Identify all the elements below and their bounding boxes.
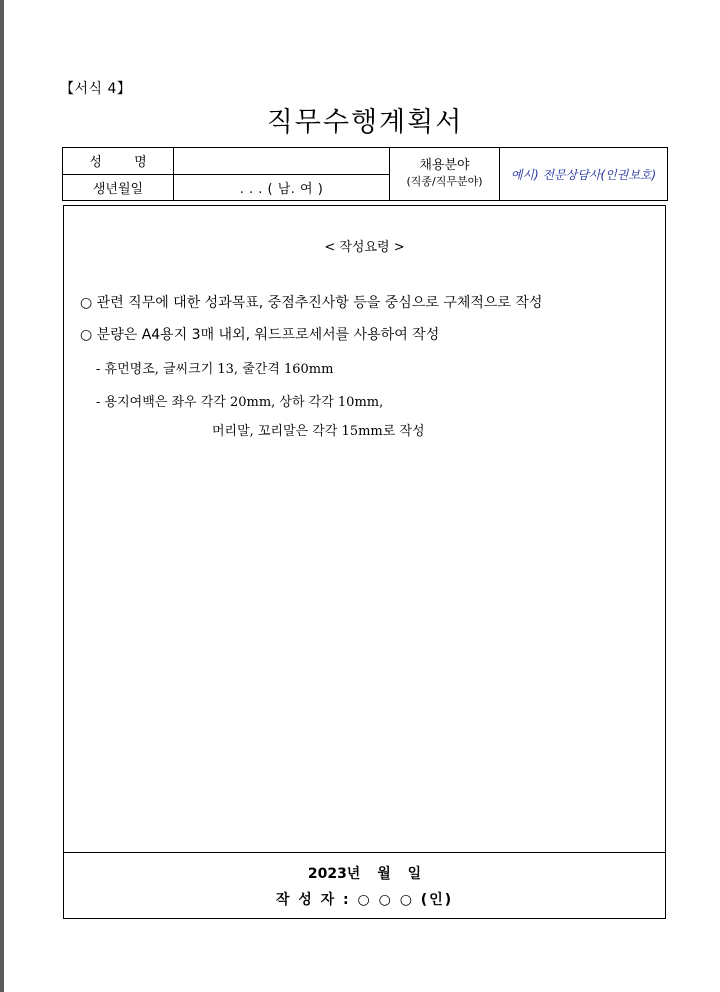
name-label: 성 명	[63, 148, 174, 175]
guide-title: < 작성요령 >	[324, 240, 405, 255]
name-field[interactable]	[174, 148, 390, 175]
author-signature: 작 성 자 : ○ ○ ○ (인)	[275, 892, 454, 908]
guide-item-1: ○ 관련 직무에 대한 성과목표, 중점추진사항 등을 중심으로 구체적으로 작성	[80, 295, 543, 311]
guide-subitem-1: - 휴먼명조, 글씨크기 13, 줄간격 160mm	[96, 362, 334, 377]
birth-field[interactable]: . . . ( 남. 여 )	[174, 174, 390, 201]
footer-divider	[64, 852, 665, 853]
guide-subitem-2: - 용지여백은 좌우 각각 20mm, 상하 각각 10mm,	[96, 395, 384, 410]
signature-date: 2023년 월 일	[307, 866, 422, 882]
recruitment-field-value[interactable]: 예시) 전문상담사(인권보호)	[500, 148, 668, 201]
recruitment-field-title: 채용분야	[419, 158, 470, 173]
plan-content-box[interactable]	[63, 205, 666, 919]
guide-subitem-2-continued: 머리말, 꼬리말은 각각 15mm로 작성	[212, 424, 425, 439]
document-title: 직무수행계획서	[266, 107, 464, 138]
guide-item-2: ○ 분량은 A4용지 3매 내외, 워드프로세서를 사용하여 작성	[80, 327, 440, 343]
recruitment-field-label	[390, 148, 500, 201]
applicant-info-table	[62, 147, 668, 201]
page-edge	[0, 0, 4, 992]
recruitment-field-subtitle: (직종/직무분야)	[406, 175, 483, 188]
birth-label: 생년월일	[63, 174, 174, 201]
form-number: 【서식 4】	[60, 81, 132, 97]
